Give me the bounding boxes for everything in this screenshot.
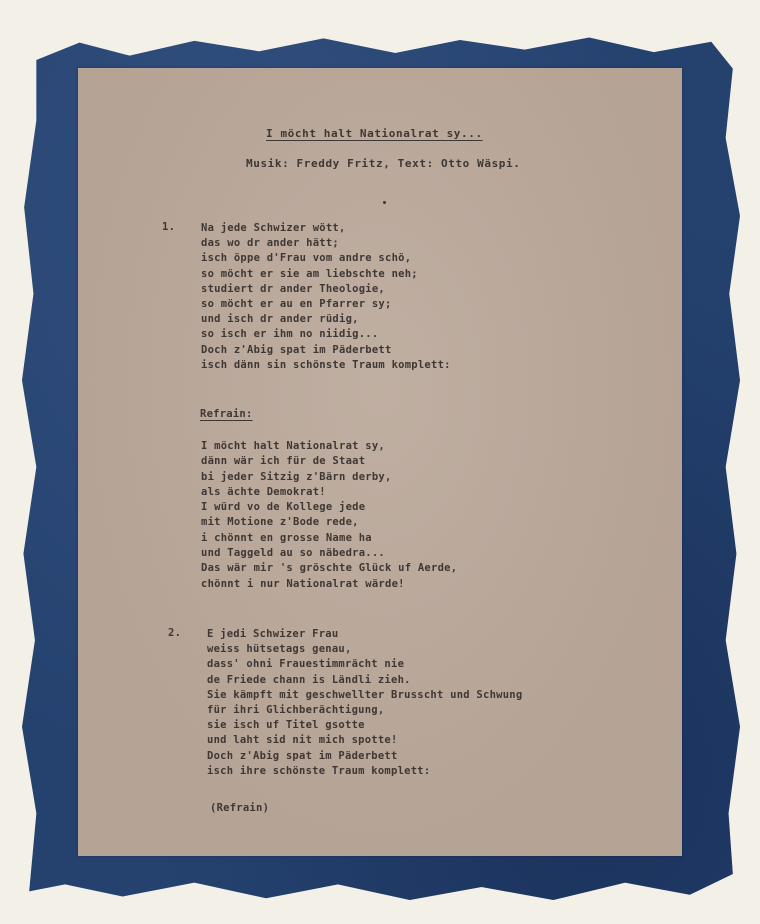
refrain-heading: Refrain: — [200, 408, 253, 420]
center-dot — [383, 201, 386, 204]
verse-1-text: Na jede Schwizer wött, das wo dr ander hätt; isch öppe d'Frau vom andre schö, so möcht er sie am liebschte neh; studiert dr ander Theologie, so möcht er au en Pfarrer sy; und isch dr ander rüdig, so isch er ihm no niidig... Doch z'Abig spat im Päderbett isch dänn sin schönste Traum komplett: — [201, 222, 451, 371]
song-credits: Musik: Freddy Fritz, Text: Otto Wäspi. — [246, 157, 521, 170]
refrain-repeat-note: (Refrain) — [210, 802, 270, 814]
verse-2-number: 2. — [168, 627, 182, 639]
verse-1-number: 1. — [162, 221, 176, 233]
song-title: I möcht halt Nationalrat sy... — [266, 127, 483, 140]
verse-2-text: E jedi Schwizer Frau weiss hütsetags genau, dass' ohni Frauestimmrächt nie de Friede chann is Ländli zieh. Sie kämpft mit geschwellter Brusscht und Schwung für ihri Glichberächtigung, sie isch uf Titel gsotte und laht sid nit mich spotte! Doch z'Abig spat im Päderbett isch ihre schönste Traum komplett: — [207, 628, 523, 777]
refrain-text: I möcht halt Nationalrat sy, dänn wär ich für de Staat bi jeder Sitzig z'Bärn derby, als ächte Demokrat! I würd vo de Kollege jede mit Motione z'Bode rede, i chönnt en grosse Name ha und Taggeld au so näbedra... Das wär mir 's gröschte Glück uf Aerde, chönnt i nur Nationalrat wärde! — [201, 440, 458, 590]
